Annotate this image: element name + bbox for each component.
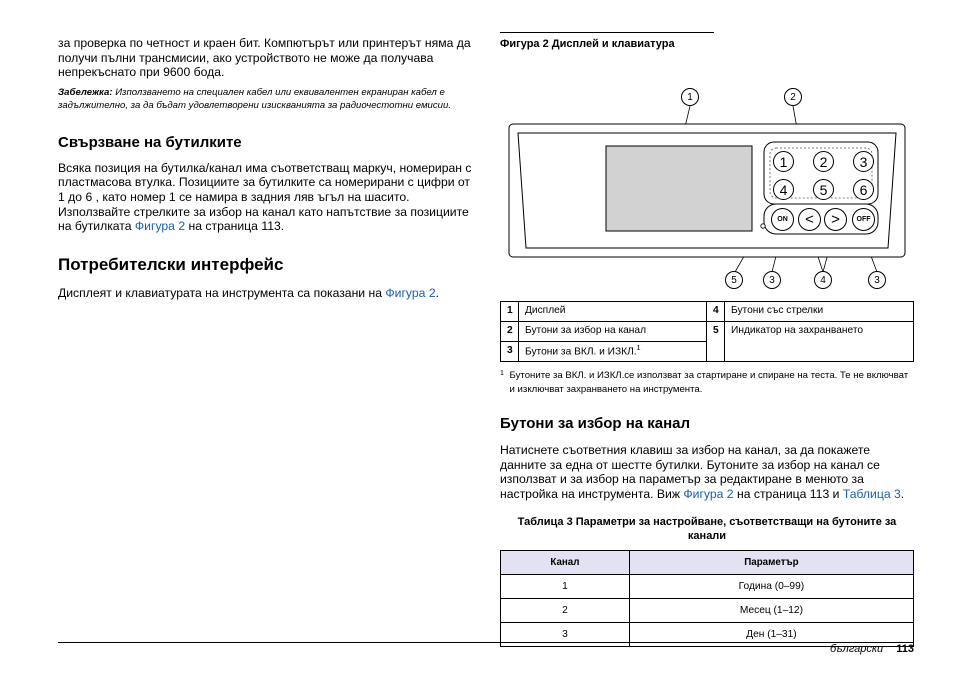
table-header-row xyxy=(501,551,914,575)
off-button[interactable] xyxy=(852,208,875,231)
footnote-number: 1 xyxy=(500,370,504,377)
bottles-text-2: на страница 113. xyxy=(185,219,285,234)
arrow-left-button[interactable] xyxy=(798,208,821,231)
channel-button-6[interactable] xyxy=(853,179,874,200)
legend-label: Бутони със стрелки xyxy=(725,302,914,322)
legend-label xyxy=(519,342,707,362)
footnote-ref: 1 xyxy=(636,345,641,352)
channel-button-1[interactable] xyxy=(773,151,794,172)
table-row xyxy=(501,575,914,599)
footer-rule xyxy=(58,642,914,643)
table-cell: Месец (1–12) xyxy=(629,599,913,623)
figure-2-link[interactable]: Фигура 2 xyxy=(385,285,436,300)
callout-2: 2 xyxy=(784,88,802,106)
table-cell: Ден (1–31) xyxy=(629,623,913,647)
footer xyxy=(830,643,914,655)
channel-button-label: 1 xyxy=(779,153,788,170)
on-button-label: ON xyxy=(777,216,788,223)
channel-button-label: 4 xyxy=(779,181,788,198)
page-number: 113 xyxy=(896,643,914,655)
ui-paragraph xyxy=(58,286,478,301)
note-text: Използването на специален кабел или еквивалентен екраниран кабел е задължително, за да бъдат удовлетворени изискванията за радиочестотни емисии. xyxy=(58,86,452,111)
intro-paragraph: за проверка по четност и краен бит. Компютърът или принтерът няма да получи пълни трансмисии, ако устройството не може да получава непрекъснато при 9600 бода. xyxy=(58,36,471,80)
right-column xyxy=(500,32,914,647)
bottles-paragraph xyxy=(58,161,478,234)
note-label: Забележка: xyxy=(58,86,113,98)
footnote xyxy=(500,369,914,397)
legend-num: 2 xyxy=(501,322,519,342)
channel-text-3: . xyxy=(900,486,905,501)
callout-1: 1 xyxy=(681,88,699,106)
bottles-text-1: Всяка позиция на бутилка/канал има съответстващ маркуч, номериран с пластмасова втулка. Позициите за бутилките са номерирани с цифри от 1 до 6 , като номер 1 се намира в задния ляв ъгъл на шасито. Използвайте стрелките за избор на канал като напътствие за позициите на бутилката xyxy=(58,160,472,234)
callout-3: 3 xyxy=(868,271,886,289)
figure-2-link[interactable]: Фигура 2 xyxy=(683,486,734,501)
figure-caption: Фигура 2 Дисплей и клавиатура xyxy=(500,38,675,50)
legend-num: 4 xyxy=(707,302,725,322)
legend-num: 3 xyxy=(501,342,519,362)
note xyxy=(58,86,478,112)
left-column xyxy=(58,36,478,300)
channel-button-label: 5 xyxy=(819,181,828,198)
power-indicator xyxy=(761,224,765,228)
legend-label: Бутони за избор на канал xyxy=(519,322,707,342)
figure-legend-table xyxy=(500,301,914,362)
footnote-text: Бутоните за ВКЛ. и ИЗКЛ.се използват за стартиране и спиране на теста. Те не включват и изключват захранването на инструмента. xyxy=(509,370,909,395)
ui-text-1: Дисплеят и клавиатурата на инструмента са показани на xyxy=(58,285,386,300)
channel-paragraph xyxy=(500,443,914,501)
table-header: Канал xyxy=(501,551,630,575)
channel-button-2[interactable] xyxy=(813,151,834,172)
instrument-panel-drawing xyxy=(500,50,914,290)
channel-button-4[interactable] xyxy=(773,179,794,200)
arrow-right-button[interactable] xyxy=(824,208,847,231)
table-3 xyxy=(500,550,914,647)
channel-heading: Бутони за избор на канал xyxy=(500,415,691,432)
channel-button-label: 2 xyxy=(819,153,828,170)
table-row xyxy=(501,599,914,623)
legend-num: 5 xyxy=(707,322,725,362)
channel-button-label: 3 xyxy=(859,153,868,170)
arrow-left-label: < xyxy=(805,211,814,228)
legend-row xyxy=(501,322,914,342)
ui-text-2: . xyxy=(435,285,439,300)
footer-language: български xyxy=(829,643,884,655)
on-button[interactable] xyxy=(771,208,794,231)
table-cell: 1 xyxy=(501,575,630,599)
figure-rule xyxy=(500,32,714,33)
callout-4: 4 xyxy=(814,271,832,289)
table-cell: 3 xyxy=(501,623,630,647)
legend-num: 1 xyxy=(501,302,519,322)
table-cell: Година (0–99) xyxy=(629,575,913,599)
legend-label: Дисплей xyxy=(519,302,707,322)
legend-label: Индикатор на захранването xyxy=(725,322,914,362)
ui-heading: Потребителски интерфейс xyxy=(58,254,284,274)
channel-text-1: Натиснете съответния клавиш за избор на канал, за да покажете данните за една от шестте бутилки. Бутоните за избор на канал се използват и за избор на параметър за редактиране в менюто за настройка на инструмента. Виж xyxy=(500,443,880,501)
arrow-right-label: > xyxy=(831,211,840,228)
bottles-heading: Свързване на бутилките xyxy=(58,133,242,151)
channel-text-2: на страница 113 и xyxy=(733,486,843,501)
off-button-label: OFF xyxy=(856,216,871,223)
legend-label-text: Бутони за ВКЛ. и ИЗКЛ. xyxy=(525,346,637,358)
figure-display-keypad xyxy=(500,50,914,290)
legend-row xyxy=(501,302,914,322)
table-caption: Таблица 3 Параметри за настройване, съответстващи на бутоните за канали xyxy=(517,516,897,543)
callout-3: 3 xyxy=(763,271,781,289)
table-cell: 2 xyxy=(501,599,630,623)
channel-button-5[interactable] xyxy=(813,179,834,200)
figure-2-link[interactable]: Фигура 2 xyxy=(134,219,186,234)
table-3-link[interactable]: Таблица 3 xyxy=(842,486,901,501)
channel-button-3[interactable] xyxy=(853,151,874,172)
display-screen xyxy=(606,146,752,231)
table-header: Параметър xyxy=(629,551,913,575)
channel-button-label: 6 xyxy=(859,181,868,198)
callout-5: 5 xyxy=(725,271,743,289)
